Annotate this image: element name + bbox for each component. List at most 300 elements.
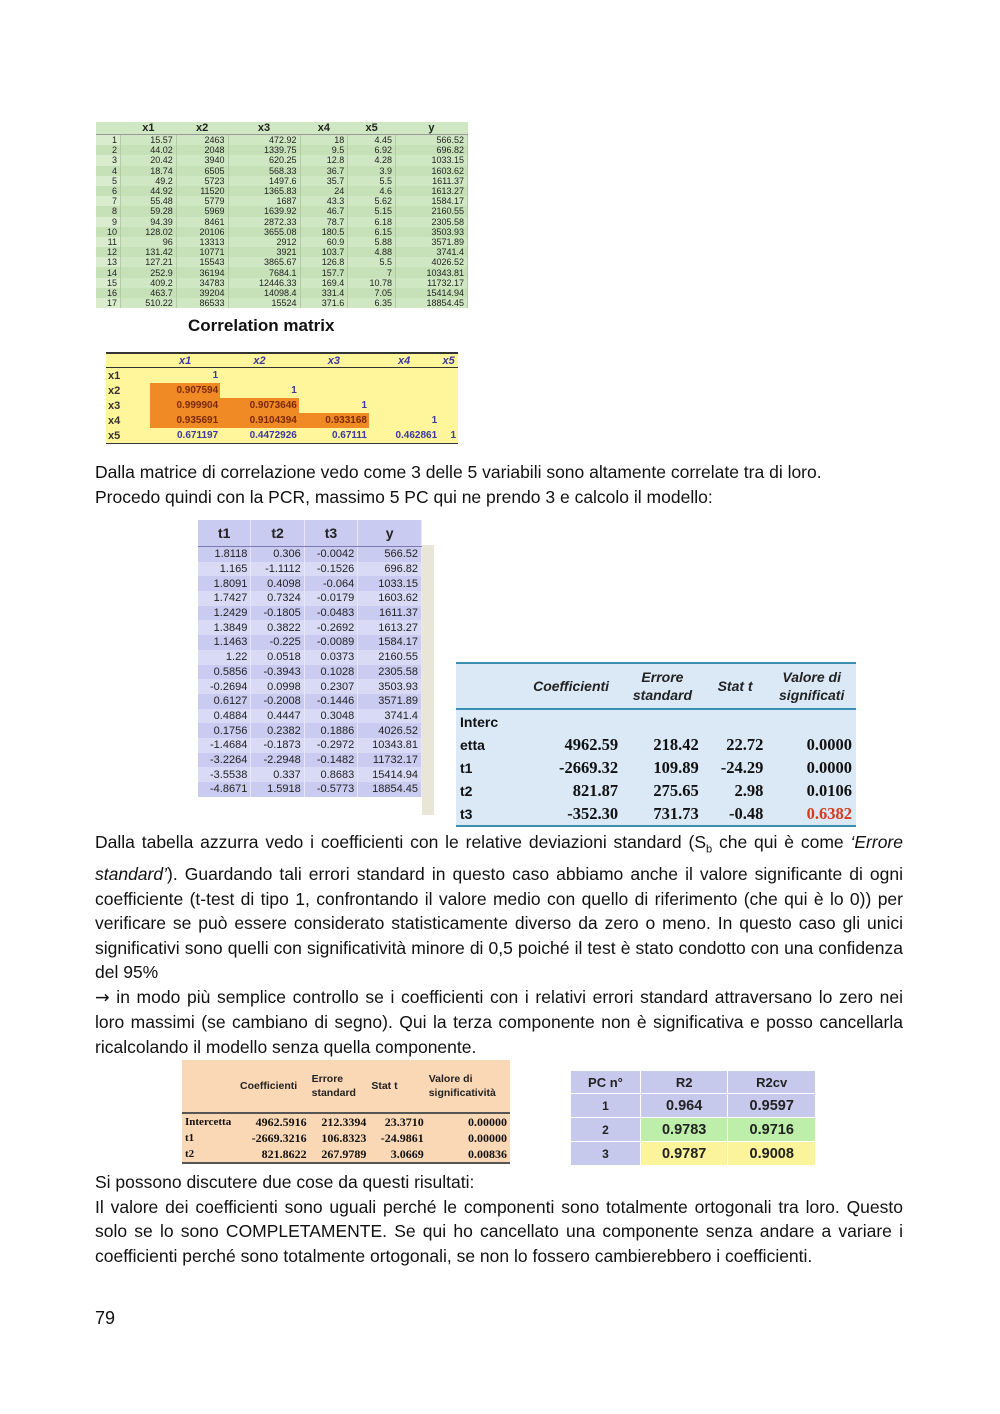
cell: 2463 bbox=[176, 135, 228, 146]
row-index: 15 bbox=[96, 278, 121, 288]
cell: 2048 bbox=[176, 145, 228, 155]
cell: 212.3394 bbox=[321, 1114, 367, 1129]
cell: 0.4884 bbox=[198, 709, 251, 724]
cell: 409.2 bbox=[121, 278, 177, 288]
correlation-header bbox=[106, 353, 458, 368]
cell: 1603.62 bbox=[358, 591, 422, 606]
cell: 0.4098 bbox=[251, 576, 304, 591]
cell: 1365.83 bbox=[228, 186, 300, 196]
header-cell: x3 bbox=[228, 122, 300, 135]
cell: 15.57 bbox=[121, 135, 177, 146]
italic-text: ‘Errore standard’ bbox=[95, 832, 903, 884]
cell: 127.21 bbox=[121, 257, 177, 267]
cell: 12446.33 bbox=[228, 278, 300, 288]
cell: 1.7427 bbox=[198, 591, 251, 606]
high-correlation-cell: 0.907594 bbox=[150, 383, 220, 398]
cell: 5969 bbox=[176, 206, 228, 216]
cell: 0.337 bbox=[251, 767, 304, 782]
subscript: b bbox=[706, 843, 713, 856]
cell: 15524 bbox=[228, 298, 300, 308]
data-table-header bbox=[96, 122, 468, 135]
cell: 2872.33 bbox=[228, 217, 300, 227]
text-line: Procedo quindi con la PCR, massimo 5 PC qui ne prendo 3 e calcolo il modello: bbox=[95, 486, 713, 507]
data-table bbox=[96, 122, 468, 308]
table-row bbox=[198, 709, 422, 724]
cell: 0.7324 bbox=[251, 591, 304, 606]
cell: 0.9716 bbox=[728, 1118, 816, 1142]
cell: 0.9008 bbox=[728, 1142, 816, 1166]
cell: 463.7 bbox=[121, 288, 177, 298]
cell: 1 bbox=[431, 415, 438, 426]
cell: 0.2307 bbox=[304, 679, 357, 694]
cell: 0.0000 bbox=[806, 757, 852, 777]
cell: 0.3822 bbox=[251, 620, 304, 635]
header-cell bbox=[182, 1060, 238, 1113]
row-label: t2 bbox=[460, 782, 473, 799]
header-cell: x1 bbox=[121, 122, 177, 135]
row-label: x3 bbox=[108, 399, 121, 412]
cell bbox=[767, 709, 856, 733]
header-line: Valore di bbox=[782, 669, 841, 685]
cell: 7684.1 bbox=[228, 267, 300, 277]
header-cell: y bbox=[358, 520, 422, 547]
cell: 0.9787 bbox=[640, 1142, 728, 1166]
cell: 0.00000 bbox=[468, 1114, 507, 1129]
coef-row bbox=[456, 779, 856, 802]
cell: 11732.17 bbox=[358, 753, 422, 768]
cell: -24.9861 bbox=[380, 1130, 424, 1145]
cell: 6.35 bbox=[348, 298, 396, 308]
cell: 331.4 bbox=[300, 288, 348, 298]
cell: 103.7 bbox=[300, 247, 348, 257]
cell: 96 bbox=[121, 237, 177, 247]
cell: 0.0373 bbox=[304, 650, 357, 665]
cell: 0.2382 bbox=[251, 723, 304, 738]
high-correlation-cell: 0.9104394 bbox=[220, 413, 299, 428]
cell: 1 bbox=[439, 428, 458, 444]
cell: 568.33 bbox=[228, 166, 300, 176]
header-cell: Coefficienti bbox=[520, 663, 622, 709]
cell bbox=[369, 398, 439, 413]
header-line: Errore bbox=[311, 1073, 344, 1085]
table-row bbox=[96, 206, 468, 216]
header-line: Valore di bbox=[428, 1073, 473, 1085]
cell: 275.65 bbox=[653, 780, 699, 800]
cell: 3921 bbox=[228, 247, 300, 257]
correlation-row bbox=[106, 428, 458, 444]
cell: -0.1873 bbox=[251, 738, 304, 753]
cell: 2160.55 bbox=[395, 206, 467, 216]
text: che qui è come bbox=[712, 832, 851, 852]
cell bbox=[520, 709, 622, 733]
cell: 12.8 bbox=[300, 155, 348, 165]
correlation-row bbox=[106, 398, 458, 413]
reduced-row bbox=[182, 1113, 510, 1130]
row-label: x5 bbox=[106, 428, 150, 444]
cell: 39204 bbox=[176, 288, 228, 298]
cell: 0.00836 bbox=[427, 1146, 510, 1163]
cell: 3503.93 bbox=[395, 227, 467, 237]
coef-header bbox=[456, 663, 856, 709]
r2-row bbox=[571, 1118, 816, 1142]
cell bbox=[299, 383, 369, 398]
cell: 11520 bbox=[176, 186, 228, 196]
table-row bbox=[198, 767, 422, 782]
header-cell bbox=[622, 663, 703, 709]
header-cell: x5 bbox=[439, 353, 458, 368]
cell: 0.1028 bbox=[304, 665, 357, 680]
cell: 1.8091 bbox=[198, 576, 251, 591]
arrow-icon: → bbox=[95, 987, 110, 1008]
cell: -0.1446 bbox=[304, 694, 357, 709]
table-row bbox=[198, 576, 422, 591]
reduced-header bbox=[182, 1060, 510, 1113]
cell: 620.25 bbox=[228, 155, 300, 165]
cell: 20106 bbox=[176, 227, 228, 237]
cell: 0.1886 bbox=[304, 723, 357, 738]
cell: 23.3710 bbox=[384, 1114, 424, 1129]
high-correlation-cell: 0.999904 bbox=[150, 398, 220, 413]
cell: 9.5 bbox=[300, 145, 348, 155]
cell: 1.3849 bbox=[198, 620, 251, 635]
cell: 8461 bbox=[176, 217, 228, 227]
row-index: 14 bbox=[96, 267, 121, 277]
cell: 180.5 bbox=[300, 227, 348, 237]
cell: 43.3 bbox=[300, 196, 348, 206]
table-row bbox=[96, 145, 468, 155]
cell: 15414.94 bbox=[395, 288, 467, 298]
cell: 6505 bbox=[176, 166, 228, 176]
row-index: 8 bbox=[96, 206, 121, 216]
cell: 218.42 bbox=[653, 734, 699, 754]
cell bbox=[439, 368, 458, 384]
cell: 131.42 bbox=[121, 247, 177, 257]
cell: -0.2694 bbox=[198, 679, 251, 694]
cell: 4.28 bbox=[348, 155, 396, 165]
cell: 0.5856 bbox=[198, 665, 251, 680]
row-index: 2 bbox=[96, 145, 121, 155]
cell: 55.48 bbox=[121, 196, 177, 206]
coef-row bbox=[456, 733, 856, 756]
header-cell: Stat t bbox=[369, 1060, 426, 1113]
table-row bbox=[96, 196, 468, 206]
cell: -352.30 bbox=[520, 802, 622, 826]
cell: 1033.15 bbox=[395, 155, 467, 165]
table-row bbox=[96, 278, 468, 288]
header-cell: PC n° bbox=[571, 1071, 641, 1094]
text-block: Il valore dei coefficienti sono uguali perché le componenti sono totalmente ortogonali tra loro. Questo solo se lo sono COMPLETAMENTE. Se qui ho cancellato una componente senza andare a variare i coefficienti perché sono totalmente ortogonali, se non lo fossero cambierebbero i coefficienti. bbox=[95, 1196, 903, 1266]
correlation-title: Correlation matrix bbox=[188, 316, 335, 335]
header-cell bbox=[106, 353, 150, 368]
cell: -0.2972 bbox=[304, 738, 357, 753]
table-row bbox=[96, 227, 468, 237]
cell: 34783 bbox=[176, 278, 228, 288]
table-row bbox=[96, 247, 468, 257]
table-row bbox=[96, 155, 468, 165]
table-row bbox=[96, 237, 468, 247]
header-cell: x3 bbox=[299, 353, 369, 368]
cell: 1.2429 bbox=[198, 606, 251, 621]
cell: 7.05 bbox=[348, 288, 396, 298]
header-cell: Stat t bbox=[703, 663, 768, 709]
row-label: t3 bbox=[456, 802, 520, 826]
table-row bbox=[96, 257, 468, 267]
table-row bbox=[198, 635, 422, 650]
cell: -4.8671 bbox=[198, 782, 251, 797]
cell bbox=[622, 709, 703, 733]
table-row bbox=[198, 738, 422, 753]
cell: 696.82 bbox=[358, 562, 422, 577]
table-row bbox=[198, 650, 422, 665]
table-row bbox=[96, 176, 468, 186]
high-correlation-cell: 0.935691 bbox=[150, 413, 220, 428]
table-row bbox=[198, 723, 422, 738]
cell: 566.52 bbox=[358, 547, 422, 562]
cell: -0.2008 bbox=[251, 694, 304, 709]
cell: 10343.81 bbox=[395, 267, 467, 277]
header-line: standard bbox=[311, 1087, 356, 1099]
table-row bbox=[198, 547, 422, 562]
cell: 6.18 bbox=[348, 217, 396, 227]
table-row bbox=[96, 166, 468, 176]
cell: -2669.32 bbox=[559, 757, 619, 777]
cell: 267.9789 bbox=[310, 1146, 370, 1163]
cell: -0.3943 bbox=[251, 665, 304, 680]
cell: 2305.58 bbox=[395, 217, 467, 227]
cell: -2.2948 bbox=[251, 753, 304, 768]
cell: 0.0106 bbox=[806, 780, 852, 800]
cell: 0.00000 bbox=[468, 1130, 507, 1145]
cell: 0.9783 bbox=[640, 1118, 728, 1142]
cell: 1 bbox=[361, 400, 367, 411]
text-line: Si possono discutere due cose da questi risultati: bbox=[95, 1172, 475, 1192]
cell: 5.5 bbox=[348, 176, 396, 186]
row-label: etta bbox=[460, 736, 485, 753]
cell: -0.2692 bbox=[304, 620, 357, 635]
row-index: 13 bbox=[96, 257, 121, 267]
cell: 3503.93 bbox=[358, 679, 422, 694]
cell: 5779 bbox=[176, 196, 228, 206]
cell: 1.22 bbox=[198, 650, 251, 665]
cell: 0.306 bbox=[251, 547, 304, 562]
cell: 20.42 bbox=[121, 155, 177, 165]
cell: -0.1805 bbox=[251, 606, 304, 621]
cell: 1613.27 bbox=[358, 620, 422, 635]
scores-header bbox=[198, 520, 422, 547]
cell: 1687 bbox=[228, 196, 300, 206]
cell: 109.89 bbox=[653, 757, 699, 777]
cell: 1584.17 bbox=[395, 196, 467, 206]
cell: 4962.5916 bbox=[255, 1114, 307, 1129]
row-label: x2 bbox=[108, 384, 121, 397]
coefficients-table bbox=[456, 662, 856, 827]
cell: 0.0518 bbox=[251, 650, 304, 665]
cell: 2160.55 bbox=[358, 650, 422, 665]
coef-row-intercept-label bbox=[456, 709, 856, 733]
cell: 2912 bbox=[228, 237, 300, 247]
cell: 3741.4 bbox=[358, 709, 422, 724]
cell: 86533 bbox=[176, 298, 228, 308]
cell: -3.5538 bbox=[198, 767, 251, 782]
cell: -0.0179 bbox=[304, 591, 357, 606]
cell: 11732.17 bbox=[395, 278, 467, 288]
cell: 128.02 bbox=[121, 227, 177, 237]
cell: 59.28 bbox=[121, 206, 177, 216]
cell: -0.064 bbox=[304, 576, 357, 591]
cell: 0.0998 bbox=[251, 679, 304, 694]
cell: 18.74 bbox=[121, 166, 177, 176]
cell: 126.8 bbox=[300, 257, 348, 267]
cell: 1611.37 bbox=[395, 176, 467, 186]
header-cell: x4 bbox=[300, 122, 348, 135]
high-correlation-cell: 0.933168 bbox=[299, 413, 369, 428]
cell: 5.5 bbox=[348, 257, 396, 267]
header-cell: x4 bbox=[369, 353, 439, 368]
table-row bbox=[96, 217, 468, 227]
text-block bbox=[95, 830, 903, 985]
cell: 0.9597 bbox=[728, 1094, 816, 1118]
cell: -0.1482 bbox=[304, 753, 357, 768]
row-index: 5 bbox=[96, 176, 121, 186]
coef-row bbox=[456, 756, 856, 779]
cell: 3571.89 bbox=[358, 694, 422, 709]
header-cell bbox=[96, 122, 121, 135]
cell: 18854.45 bbox=[358, 782, 422, 797]
cell: 44.92 bbox=[121, 186, 177, 196]
row-label: t1 bbox=[185, 1132, 195, 1144]
cell: 821.87 bbox=[572, 780, 619, 800]
table-row bbox=[198, 753, 422, 768]
header-cell: x1 bbox=[150, 353, 220, 368]
row-index: 11 bbox=[96, 237, 121, 247]
cell: 0.67111 bbox=[299, 428, 369, 444]
row-index: 16 bbox=[96, 288, 121, 298]
cell: 3741.4 bbox=[395, 247, 467, 257]
header-cell bbox=[310, 1060, 370, 1113]
row-index: 4 bbox=[96, 166, 121, 176]
table-row bbox=[198, 562, 422, 577]
text-line: Dalla matrice di correlazione vedo come 3 delle 5 variabili sono altamente correlate tra di loro. bbox=[95, 462, 822, 482]
row-label: x4 bbox=[108, 414, 121, 427]
cell: 371.6 bbox=[300, 298, 348, 308]
table-row bbox=[198, 665, 422, 680]
cell: 22.72 bbox=[726, 734, 764, 754]
cell: 157.7 bbox=[300, 267, 348, 277]
cell: 472.92 bbox=[228, 135, 300, 146]
cell: 46.7 bbox=[300, 206, 348, 216]
cell: 1611.37 bbox=[358, 606, 422, 621]
header-cell: Coefficienti bbox=[238, 1060, 310, 1113]
table-row bbox=[96, 288, 468, 298]
cell: -3.2264 bbox=[198, 753, 251, 768]
row-label: Interc bbox=[460, 713, 499, 730]
cell: 2.98 bbox=[734, 780, 764, 800]
cell: 0.8683 bbox=[304, 767, 357, 782]
cell: 731.73 bbox=[622, 802, 703, 826]
cell: 14098.4 bbox=[228, 288, 300, 298]
cell: -1.1112 bbox=[251, 562, 304, 577]
table-row bbox=[198, 620, 422, 635]
cell: 1 bbox=[212, 370, 219, 381]
table-row bbox=[198, 679, 422, 694]
cell: 1497.6 bbox=[228, 176, 300, 186]
cell: 1339.75 bbox=[228, 145, 300, 155]
cell: 10771 bbox=[176, 247, 228, 257]
header-cell: x2 bbox=[220, 353, 299, 368]
cell: 1.5918 bbox=[251, 782, 304, 797]
header-cell bbox=[767, 663, 856, 709]
header-cell: x5 bbox=[348, 122, 396, 135]
cell: 44.02 bbox=[121, 145, 177, 155]
cell: 35.7 bbox=[300, 176, 348, 186]
cell: 1.8118 bbox=[198, 547, 251, 562]
cell: -0.0089 bbox=[304, 635, 357, 650]
cell: 5.62 bbox=[348, 196, 396, 206]
cell bbox=[299, 368, 369, 384]
cell: -0.225 bbox=[251, 635, 304, 650]
r2-table bbox=[570, 1070, 816, 1166]
coef-row bbox=[456, 802, 856, 826]
cell: 169.4 bbox=[300, 278, 348, 288]
row-index: 3 bbox=[96, 155, 121, 165]
page-number: 79 bbox=[95, 1308, 116, 1328]
cell: 1613.27 bbox=[395, 186, 467, 196]
cell: 3.0669 bbox=[369, 1146, 426, 1163]
cell bbox=[703, 709, 768, 733]
header-cell bbox=[456, 663, 520, 709]
cell: 0.4447 bbox=[251, 709, 304, 724]
cell: 3 bbox=[571, 1142, 641, 1166]
cell bbox=[220, 368, 299, 384]
row-index: 6 bbox=[96, 186, 121, 196]
cell: 78.7 bbox=[300, 217, 348, 227]
header-cell: R2cv bbox=[728, 1071, 816, 1094]
cell: 0.4472926 bbox=[220, 428, 299, 444]
cell: 106.8323 bbox=[321, 1130, 367, 1145]
cell: 3655.08 bbox=[228, 227, 300, 237]
cell: 36194 bbox=[176, 267, 228, 277]
r2-row bbox=[571, 1094, 816, 1118]
row-index: 7 bbox=[96, 196, 121, 206]
pc-scores-table bbox=[198, 520, 422, 797]
cell: 6.92 bbox=[348, 145, 396, 155]
cell: 1584.17 bbox=[358, 635, 422, 650]
cell: 0.671197 bbox=[150, 428, 220, 444]
cell bbox=[439, 398, 458, 413]
correlation-row bbox=[106, 413, 458, 428]
cell: -24.29 bbox=[720, 757, 764, 777]
cell: 60.9 bbox=[300, 237, 348, 247]
cell: 10343.81 bbox=[358, 738, 422, 753]
cell: 5.88 bbox=[348, 237, 396, 247]
cell bbox=[369, 368, 439, 384]
header-cell: t3 bbox=[304, 520, 357, 547]
cell bbox=[439, 383, 458, 398]
table-row bbox=[198, 782, 422, 797]
cell: 18854.45 bbox=[395, 298, 467, 308]
table-row bbox=[96, 135, 468, 146]
cell: -0.5773 bbox=[304, 782, 357, 797]
cell: 0.964 bbox=[640, 1094, 728, 1118]
table-row bbox=[198, 591, 422, 606]
cell: 94.39 bbox=[121, 217, 177, 227]
reduced-model-table bbox=[182, 1060, 510, 1164]
header-cell bbox=[427, 1060, 510, 1113]
header-cell: y bbox=[395, 122, 467, 135]
cell: -0.0042 bbox=[304, 547, 357, 562]
cell: -1.4684 bbox=[198, 738, 251, 753]
text: Dalla tabella azzurra vedo i coefficienti con le relative deviazioni standard (S bbox=[95, 832, 707, 852]
